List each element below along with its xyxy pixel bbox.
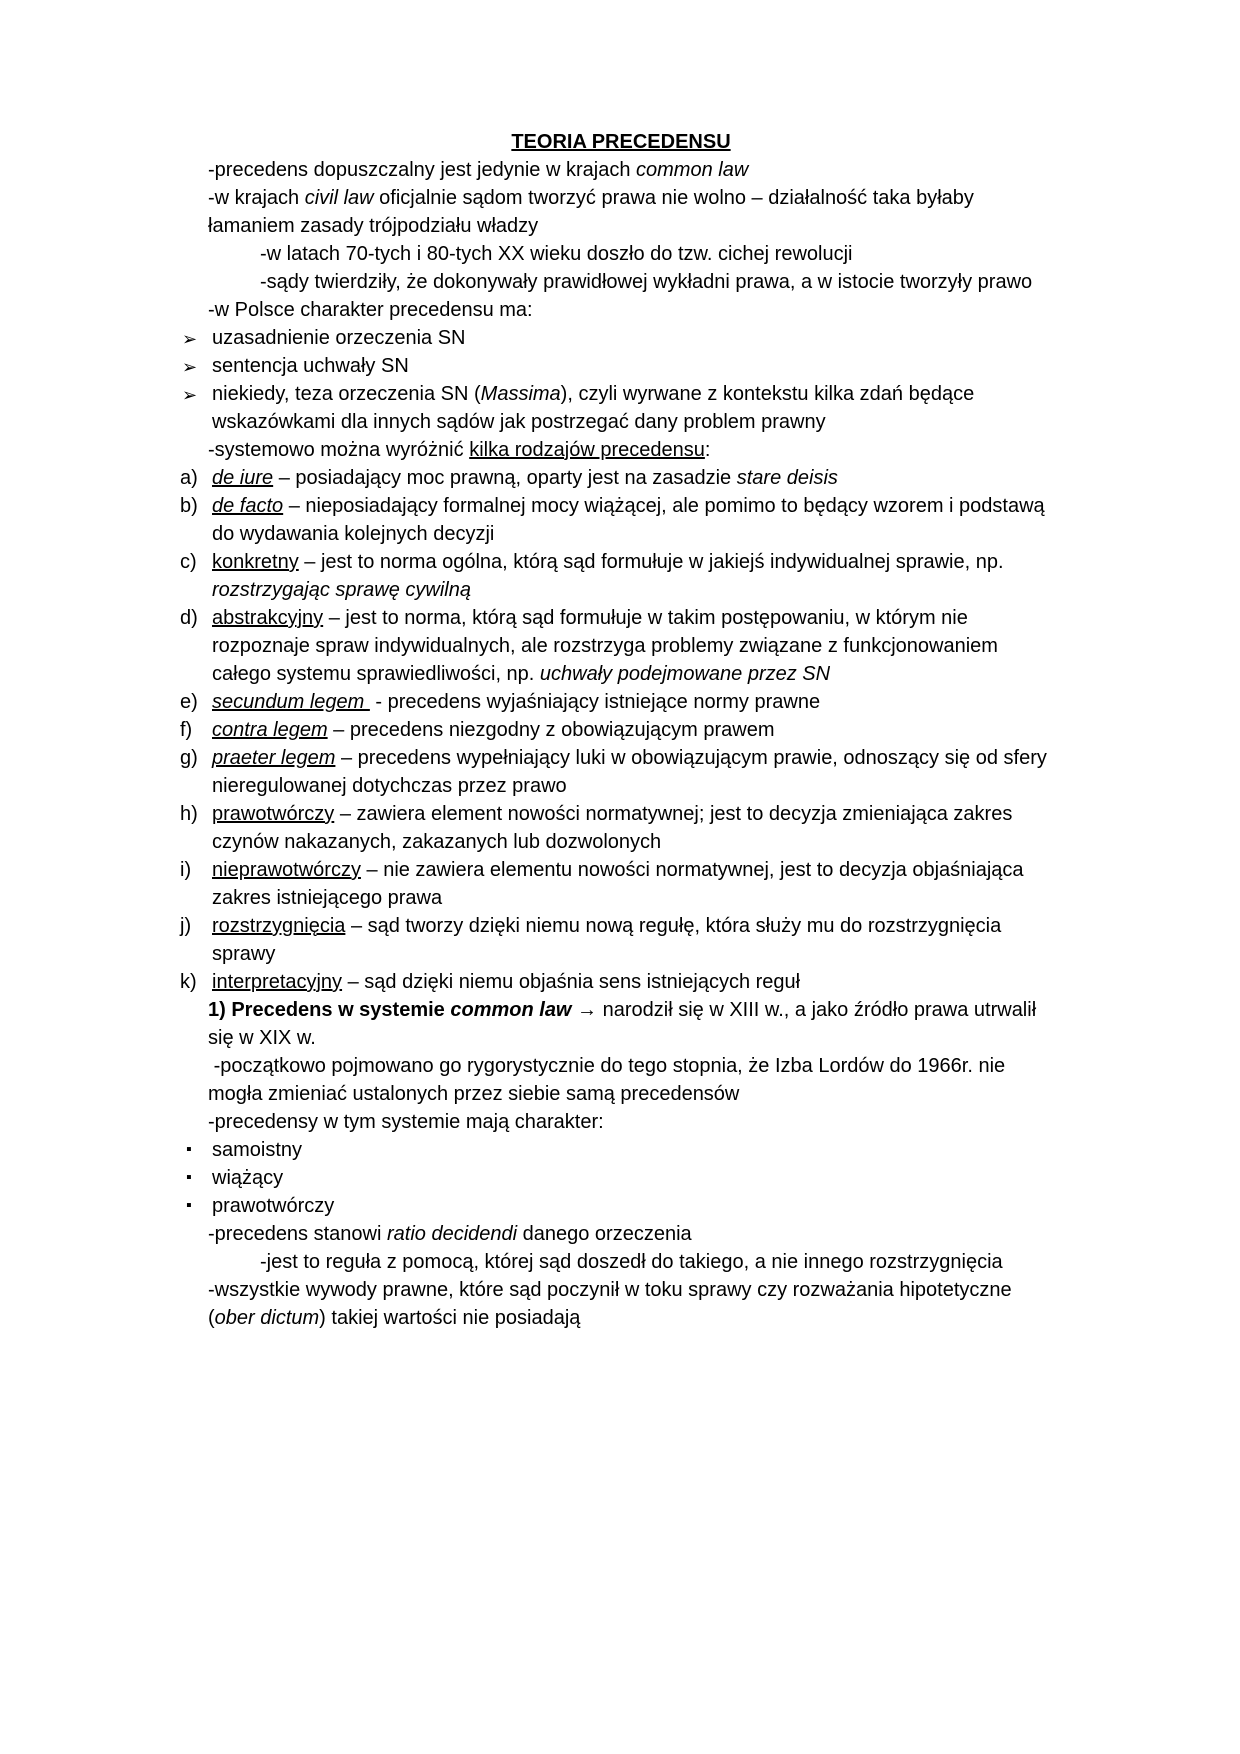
para-wszystkie-wywody xyxy=(180,1276,1062,1332)
square-bullet-icon: ▪ xyxy=(186,1141,192,1158)
para-jest-to-regula xyxy=(180,1248,1062,1276)
text-segment: rozstrzygając sprawę cywilną xyxy=(212,579,471,601)
para-precedensy-charakter xyxy=(180,1108,1062,1136)
para-w-polsce xyxy=(180,296,1062,324)
text-segment: – sąd tworzy dzięki niemu nową regułę, która służy mu do rozstrzygnięcia sprawy xyxy=(212,915,1007,965)
text-segment: -precedens dopuszczalny jest jedynie w krajach xyxy=(208,159,636,181)
text-segment: -wszystkie wywody prawne, które sąd poczynił w toku sprawy czy rozważania hipotetyczne ( xyxy=(208,1279,1018,1329)
item-abstrakcyjny xyxy=(180,604,1062,688)
text-segment: -precedensy w tym systemie mają charakter: xyxy=(208,1111,604,1133)
text-segment: niekiedy, teza orzeczenia SN ( xyxy=(212,383,481,405)
text-segment: ), czyli wyrwane z kontekstu kilka zdań będące wskazówkami dla innych sądów jak postrzegać dany problem prawny xyxy=(212,383,980,433)
text-segment: -początkowo pojmowano go rygorystycznie do tego stopnia, że Izba Lordów do 1966r. nie mogła zmieniać ustalonych przez siebie samą precedensów xyxy=(208,1055,1011,1105)
letter-marker: i) xyxy=(180,859,192,881)
letter-marker: k) xyxy=(180,971,197,993)
para-sady-twierdzily xyxy=(180,268,1062,296)
text-segment: -precedens stanowi xyxy=(208,1223,387,1245)
para-poczatkowo xyxy=(180,1052,1062,1108)
text-segment: narodził się w XIII w., a jako źródło prawa utrwalił się w XIX w. xyxy=(208,999,1042,1049)
text-segment: → xyxy=(571,999,603,1021)
text-segment: -jest to reguła z pomocą, której sąd doszedł do takiego, a nie innego rozstrzygnięcia xyxy=(260,1251,1003,1273)
arrow-item-uzasadnienie xyxy=(180,324,1062,352)
text-segment: prawotwórczy xyxy=(212,803,335,825)
letter-marker: c) xyxy=(180,551,197,573)
item-nieprawotworczy xyxy=(180,856,1062,912)
text-segment: nieprawotwórczy xyxy=(212,859,361,881)
text-segment: rozstrzygnięcia xyxy=(212,915,346,937)
para-ratio-decidendi xyxy=(180,1220,1062,1248)
para-lata-70-80 xyxy=(180,240,1062,268)
text-segment: contra legem xyxy=(212,719,328,741)
text-segment: – nieposiadający formalnej mocy wiążącej, ale pomimo to będący wzorem i podstawą do wydawania kolejnych decyzji xyxy=(212,495,1051,545)
text-segment: praeter legem xyxy=(212,747,336,769)
arrow-item-massima xyxy=(180,380,1062,436)
arrow-bullet-icon: ➢ xyxy=(182,329,198,349)
para-civil-law xyxy=(180,184,1062,240)
item-contra-legem xyxy=(180,716,1062,744)
text-segment: oficjalnie sądom tworzyć prawa nie wolno – działalność taka byłaby łamaniem zasady trójpodziału władzy xyxy=(208,187,980,237)
text-segment: uchwały podejmowane przez SN xyxy=(539,663,831,685)
text-segment: – precedens niezgodny z obowiązującym prawem xyxy=(327,719,775,741)
text-segment: civil law xyxy=(304,187,374,209)
item-interpretacyjny xyxy=(180,968,1062,996)
text-segment: : xyxy=(704,439,711,461)
text-segment: ) takiej wartości nie posiadają xyxy=(319,1307,581,1329)
para-precedens-dopuszczalny xyxy=(180,156,1062,184)
text-segment: -w krajach xyxy=(208,187,305,209)
text-segment: ratio decidendi xyxy=(386,1223,518,1245)
text-segment: – zawiera element nowości normatywnej; jest to decyzja zmieniająca zakres czynów nakazanych, zakazanych lub dozwolonych xyxy=(212,803,1018,853)
text-segment: secundum legem xyxy=(212,691,370,713)
square-bullet-icon: ▪ xyxy=(186,1197,192,1214)
text-segment: – posiadający moc prawną, oparty jest na zasadzie xyxy=(273,467,737,489)
text-segment: ober dictum xyxy=(214,1307,320,1329)
text-segment: sentencja uchwały SN xyxy=(212,355,409,377)
text-segment: Massima xyxy=(480,383,561,405)
text-segment: wiążący xyxy=(212,1167,284,1189)
bullet-item-wiazacy xyxy=(180,1164,1062,1192)
letter-marker: h) xyxy=(180,803,198,825)
text-segment: uzasadnienie orzeczenia SN xyxy=(212,327,466,349)
letter-marker: g) xyxy=(180,747,198,769)
text-segment: abstrakcyjny xyxy=(212,607,324,629)
letter-marker: a) xyxy=(180,467,198,489)
bullet-item-samoistny xyxy=(180,1136,1062,1164)
text-segment: -systemowo można wyróżnić xyxy=(208,439,470,461)
text-segment: danego orzeczenia xyxy=(517,1223,692,1245)
text-segment: 1) Precedens w systemie xyxy=(208,999,451,1021)
text-segment: -w Polsce charakter precedensu ma: xyxy=(208,299,533,321)
text-segment: -w latach 70-tych i 80-tych XX wieku doszło do tzw. cichej rewolucji xyxy=(260,243,853,265)
text-segment: – precedens wypełniający luki w obowiązującym prawie, odnoszący się od sfery nieregulowanej dotychczas przez prawo xyxy=(212,747,1053,797)
letter-marker: f) xyxy=(180,719,193,741)
text-segment: de facto xyxy=(212,495,284,517)
letter-marker: e) xyxy=(180,691,198,713)
bullet-item-prawotworczy xyxy=(180,1192,1062,1220)
text-segment: – sąd dzięki niemu objaśnia sens istniejących reguł xyxy=(342,971,801,993)
text-segment: – nie zawiera elementu nowości normatywnej, jest to decyzja objaśniająca zakres istniejącego prawa xyxy=(212,859,1030,909)
text-segment: de iure xyxy=(212,467,274,489)
item-prawotworczy xyxy=(180,800,1062,856)
text-segment: samoistny xyxy=(212,1139,303,1161)
arrow-bullet-icon: ➢ xyxy=(182,357,198,377)
text-segment: kilka rodzajów precedensu xyxy=(469,439,705,461)
letter-marker: j) xyxy=(180,915,192,937)
document-body xyxy=(180,128,1062,1332)
text-segment: -sądy twierdziły, że dokonywały prawidłowej wykładni prawa, a w istocie tworzyły prawo xyxy=(260,271,1033,293)
text-segment: – jest to norma ogólna, którą sąd formułuje w jakiejś indywidualnej sprawie, np. xyxy=(298,551,1010,573)
text-segment: stare deisis xyxy=(736,467,838,489)
item-rozstrzygniecia xyxy=(180,912,1062,968)
item-de-facto xyxy=(180,492,1062,548)
text-segment: prawotwórczy xyxy=(212,1195,335,1217)
letter-marker: d) xyxy=(180,607,198,629)
text-segment: common law xyxy=(450,999,572,1021)
text-segment: – jest to norma, którą sąd formułuje w takim postępowaniu, w którym nie rozpoznaje spraw indywidualnych, ale rozstrzyga problemy związane z funkcjonowaniem całego systemu sprawiedliwości, np. xyxy=(212,607,1004,685)
item-de-iure xyxy=(180,464,1062,492)
text-segment: interpretacyjny xyxy=(212,971,343,993)
document-title: TEORIA PRECEDENSU xyxy=(511,131,731,153)
arrow-bullet-icon: ➢ xyxy=(182,385,198,405)
para-precedens-common-law xyxy=(180,996,1062,1052)
arrow-item-sentencja xyxy=(180,352,1062,380)
document-lines xyxy=(180,156,1062,1332)
item-praeter-legem xyxy=(180,744,1062,800)
letter-marker: b) xyxy=(180,495,198,517)
text-segment: common law xyxy=(636,159,749,181)
text-segment: - precedens wyjaśniający istniejące normy prawne xyxy=(369,691,821,713)
item-secundum-legem xyxy=(180,688,1062,716)
para-systemowo xyxy=(180,436,1062,464)
square-bullet-icon: ▪ xyxy=(186,1169,192,1186)
text-segment: konkretny xyxy=(212,551,299,573)
item-konkretny xyxy=(180,548,1062,604)
